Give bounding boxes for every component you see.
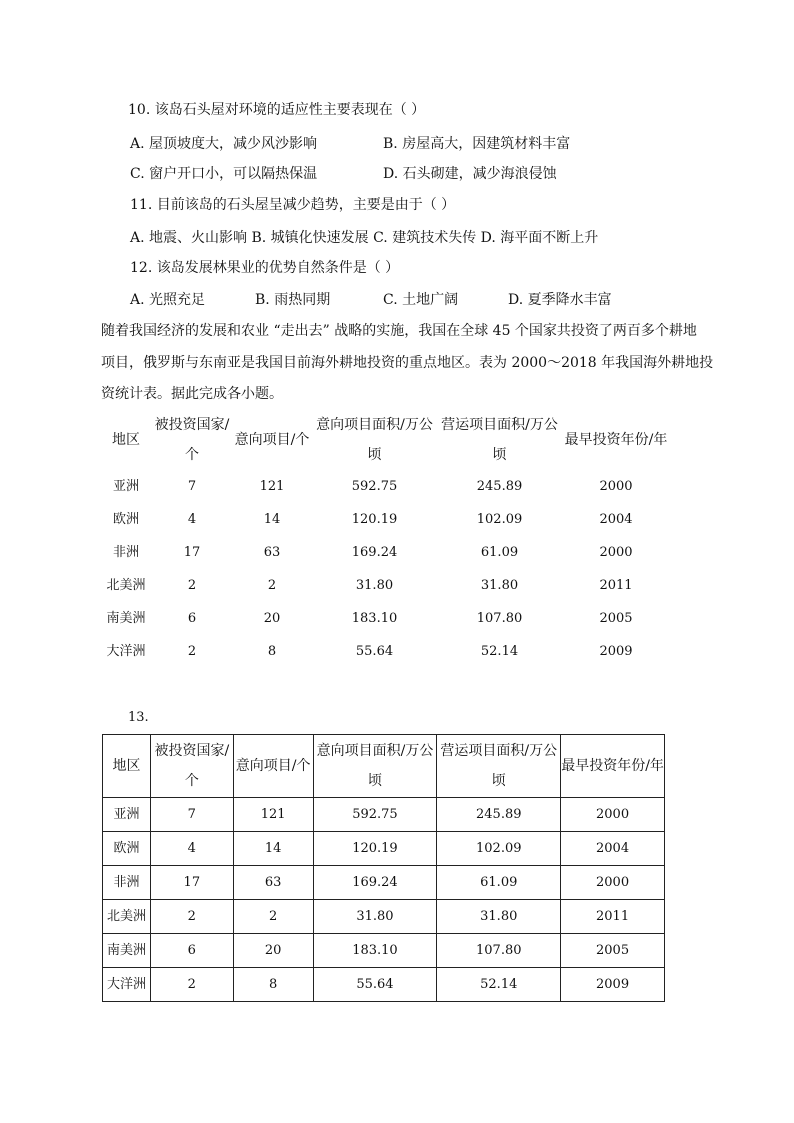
- q10-option-c: C. 窗户开口小，可以隔热保温: [130, 166, 318, 182]
- cell-intended-area: 169.24: [313, 866, 437, 900]
- header-intended-line2: 顷: [367, 773, 382, 789]
- cell-earliest-year: 2000: [599, 479, 633, 494]
- cell-intended-area: 592.75: [351, 479, 398, 494]
- cell-operating-area: 245.89: [476, 479, 523, 494]
- q12-option-d: D. 夏季降水丰富: [508, 292, 612, 308]
- cell-intended-area: 120.19: [351, 512, 398, 527]
- header-region: 地区: [103, 735, 151, 798]
- passage-line-1: 随着我国经济的发展和农业 “走出去” 战略的实施，我国在全球 45 个国家共投资了两百多个耕地: [101, 323, 697, 339]
- cell-region: 南美洲: [103, 934, 151, 968]
- cell-projects: 121: [233, 798, 313, 832]
- q10-option-a: A. 屋顶坡度大，减少风沙影响: [130, 136, 318, 152]
- cell-projects: 14: [233, 832, 313, 866]
- cell-earliest-year: 2009: [561, 968, 665, 1002]
- cell-earliest-year: 2004: [561, 832, 665, 866]
- cell-operating-area: 245.89: [437, 798, 561, 832]
- cell-region: 亚洲: [112, 479, 139, 494]
- header-region: 地区: [112, 432, 140, 448]
- q10-option-b: B. 房屋高大，因建筑材料丰富: [383, 136, 571, 152]
- cell-intended-area: 55.64: [355, 644, 394, 659]
- cell-region: 大洋洲: [106, 644, 146, 659]
- cell-earliest-year: 2000: [599, 545, 633, 560]
- header-earliest-year: 最早投资年份/年: [561, 735, 665, 798]
- cell-operating-area: 52.14: [437, 968, 561, 1002]
- cell-intended-area: 55.64: [313, 968, 437, 1002]
- table-row: [100, 569, 670, 602]
- header-intended-area: [312, 410, 437, 470]
- cell-intended-area: 592.75: [313, 798, 437, 832]
- passage-line-3: 资统计表。据此完成各小题。: [101, 386, 283, 402]
- cell-earliest-year: 2000: [561, 798, 665, 832]
- table-row: [103, 866, 665, 900]
- header-countries: [150, 735, 233, 798]
- cell-countries: 4: [150, 832, 233, 866]
- investment-table-bordered: [102, 734, 665, 1002]
- cell-operating-area: 107.80: [476, 611, 523, 626]
- cell-countries: 7: [150, 798, 233, 832]
- header-operating-line2: 顷: [491, 773, 506, 789]
- cell-projects: 8: [267, 644, 277, 659]
- q12-option-a: A. 光照充足: [130, 292, 206, 308]
- cell-region: 非洲: [112, 545, 139, 560]
- header-projects: 意向项目/个: [233, 735, 313, 798]
- q13-label: 13.: [128, 710, 149, 725]
- cell-intended-area: 169.24: [351, 545, 398, 560]
- header-countries-line1: 被投资国家/: [154, 743, 230, 759]
- cell-projects: 20: [263, 611, 281, 626]
- q12-option-c: C. 土地广阔: [383, 292, 459, 308]
- table-row: [103, 798, 665, 832]
- header-earliest-year: 最早投资年份/年: [564, 432, 668, 448]
- q10-option-d: D. 石头砌建，减少海浪侵蚀: [383, 166, 557, 182]
- header-operating-line1: 营运项目面积/万公: [441, 417, 558, 433]
- table-row: [100, 602, 670, 635]
- cell-projects: 2: [233, 900, 313, 934]
- header-countries-line1: 被投资国家/: [154, 417, 230, 433]
- cell-countries: 2: [187, 578, 197, 593]
- q12-option-b: B. 雨热同期: [255, 292, 331, 308]
- table-row: [100, 536, 670, 569]
- cell-earliest-year: 2005: [599, 611, 633, 626]
- table-row: [103, 968, 665, 1002]
- header-countries-line2: 个: [184, 773, 199, 789]
- cell-projects: 20: [233, 934, 313, 968]
- cell-operating-area: 61.09: [480, 545, 519, 560]
- cell-operating-area: 31.80: [437, 900, 561, 934]
- cell-earliest-year: 2000: [561, 866, 665, 900]
- cell-region: 北美洲: [103, 900, 151, 934]
- cell-countries: 4: [187, 512, 197, 527]
- header-intended-area: [313, 735, 437, 798]
- table-row: [103, 832, 665, 866]
- cell-projects: 8: [233, 968, 313, 1002]
- cell-intended-area: 120.19: [313, 832, 437, 866]
- cell-countries: 2: [150, 900, 233, 934]
- cell-region: 欧洲: [112, 512, 139, 527]
- cell-countries: 2: [187, 644, 197, 659]
- header-operating-area: [437, 735, 561, 798]
- cell-region: 大洋洲: [103, 968, 151, 1002]
- table-row: [103, 934, 665, 968]
- cell-region: 北美洲: [106, 578, 146, 593]
- header-projects: 意向项目/个: [234, 432, 310, 448]
- cell-intended-area: 31.80: [313, 900, 437, 934]
- cell-region: 亚洲: [103, 798, 151, 832]
- header-countries-line2: 个: [185, 447, 199, 463]
- cell-countries: 7: [187, 479, 197, 494]
- cell-operating-area: 52.14: [480, 644, 519, 659]
- table-row: [103, 900, 665, 934]
- passage-line-2: 项目，俄罗斯与东南亚是我国目前海外耕地投资的重点地区。表为 2000～2018 年我国海外耕地投: [101, 355, 714, 371]
- cell-intended-area: 183.10: [351, 611, 398, 626]
- table-header-row: [103, 735, 665, 798]
- cell-projects: 63: [233, 866, 313, 900]
- cell-projects: 63: [263, 545, 281, 560]
- cell-operating-area: 107.80: [437, 934, 561, 968]
- cell-region: 南美洲: [106, 611, 146, 626]
- header-countries: [152, 410, 232, 470]
- q12-stem: 12. 该岛发展林果业的优势自然条件是（ ）: [130, 260, 400, 276]
- cell-countries: 17: [150, 866, 233, 900]
- cell-projects: 14: [263, 512, 281, 527]
- cell-operating-area: 102.09: [476, 512, 523, 527]
- q11-options: A. 地震、火山影响 B. 城镇化快速发展 C. 建筑技术失传 D. 海平面不断上升: [130, 230, 599, 246]
- cell-countries: 6: [187, 611, 197, 626]
- cell-operating-area: 61.09: [437, 866, 561, 900]
- cell-earliest-year: 2011: [561, 900, 665, 934]
- cell-projects: 2: [267, 578, 277, 593]
- table-row: [100, 470, 670, 503]
- header-intended-line1: 意向项目面积/万公: [316, 743, 434, 759]
- table-row: [100, 635, 670, 668]
- cell-countries: 2: [150, 968, 233, 1002]
- cell-region: 欧洲: [103, 832, 151, 866]
- table-header-row: [100, 410, 670, 470]
- investment-table-borderless: [100, 410, 670, 668]
- cell-countries: 17: [183, 545, 201, 560]
- cell-earliest-year: 2011: [599, 578, 633, 593]
- header-operating-line2: 顷: [492, 447, 507, 463]
- q11-stem: 11. 目前该岛的石头屋呈减少趋势，主要是由于（ ）: [130, 197, 456, 213]
- cell-operating-area: 102.09: [437, 832, 561, 866]
- cell-earliest-year: 2009: [599, 644, 633, 659]
- cell-countries: 6: [150, 934, 233, 968]
- header-operating-line1: 营运项目面积/万公: [440, 743, 558, 759]
- header-intended-line2: 顷: [367, 447, 382, 463]
- cell-projects: 121: [259, 479, 285, 494]
- cell-earliest-year: 2004: [599, 512, 633, 527]
- q10-stem: 10. 该岛石头屋对环境的适应性主要表现在（ ）: [128, 102, 426, 118]
- cell-intended-area: 183.10: [313, 934, 437, 968]
- cell-operating-area: 31.80: [480, 578, 519, 593]
- table-row: [100, 503, 670, 536]
- cell-region: 非洲: [103, 866, 151, 900]
- cell-intended-area: 31.80: [355, 578, 394, 593]
- header-operating-area: [437, 410, 562, 470]
- header-intended-line1: 意向项目面积/万公: [316, 417, 433, 433]
- cell-earliest-year: 2005: [561, 934, 665, 968]
